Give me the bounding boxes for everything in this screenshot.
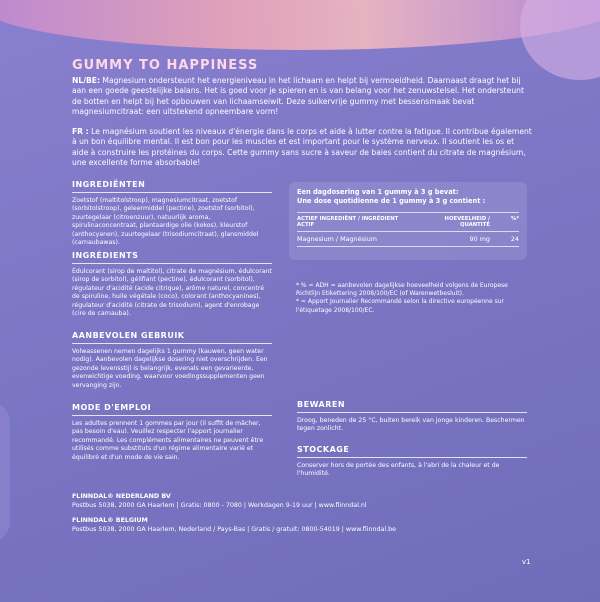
company-name: FLINNDAL® NEDERLAND BV <box>72 493 171 500</box>
nutrition-heading-fr: Une dose quotidienne de 1 gummy à 3 g contient : <box>297 197 486 205</box>
decorative-wave <box>0 0 600 50</box>
company-address: Postbus 5038, 2000 GA Haarlem, Nederland / Pays-Bas | Gratis / gratuit: 0800-54019 | www.flinndal.be <box>72 526 396 533</box>
intro-text-fr: Le magnésium soutient les niveaux d'énergie dans le corps et aide à lutter contre la fatigue. Il contribue également à un bon équilibre mental. Il est bon pour les muscles et est important pour le système nerveux. Il soutient les os et aide à construire les protéines du corps. Cette gummy sans sucre à saveur de baies contient du citrate de magnésium, une excellente forme absorbable! <box>72 127 532 168</box>
lang-label-fr: FR : <box>72 127 89 136</box>
section-title: BEWAREN <box>297 400 527 413</box>
section-title: MODE D'EMPLOI <box>72 403 272 416</box>
col-quantity: HOEVEELHEID / QUANTITÉ <box>444 216 490 228</box>
section-text: Les adultes prennent 1 gommes par jour (il suffit de mâcher, pas besoin d'eau). Veuillez respecter l'apport journalier recommandé. Les compléments alimentaires ne peuvent être utilisés comme substituts d'un régime alimentaire varié et équilibré et d'un mode de vie sain. <box>72 420 264 461</box>
company-name: FLINNDAL® BELGIUM <box>72 517 148 524</box>
section-title: AANBEVOLEN GEBRUIK <box>72 331 272 344</box>
intro-fr <box>72 127 532 169</box>
company-be <box>72 516 532 534</box>
version-label: v1 <box>522 558 531 566</box>
footnote-fr: * = Apport Journalier Recommandé selon la directive européenne sur l'étiquetage 2008/100/EC. <box>296 298 504 314</box>
section-text: Conserver hors de portée des enfants, à l'abri de la chaleur et de l'humidité. <box>297 462 500 478</box>
nutrition-table <box>297 212 519 247</box>
intro-text-nl: Magnesium ondersteunt het energieniveau in het lichaam en helpt bij vermoeidheid. Daarnaast draagt het bij aan een goede geestelijke balans. Het is goed voor je spieren en is van belang voor het zenuwstelsel. Het ondersteunt de botten en helpt bij het opbouwen van lichaamseiwit. Deze suikervrije gummy met bessensmaak bevat magnesiumcitraat: een uitstekend opneembare vorm! <box>72 76 524 117</box>
company-nl <box>72 492 532 510</box>
section-text: Volwassenen nemen dagelijks 1 gummy (kauwen, geen water nodig). Aanbevolen dagelijkse dosering niet overschrijden. Een gezonde levensstijl is belangrijk, evenals een gevarieerde, evenwichtige voeding, waarvoor voedingssupplementen geen vervanging zijn. <box>72 348 268 389</box>
section-bewaren <box>297 400 527 434</box>
nutrition-box <box>289 182 527 260</box>
decorative-shape <box>0 402 10 542</box>
section-ingredients <box>72 251 272 318</box>
col-active-ingredient: ACTIEF INGREDIËNT / INGRÉDIENT ACTIF <box>297 216 399 228</box>
section-gebruik <box>72 331 272 390</box>
footnotes <box>296 282 531 315</box>
row-amount: 90 mg <box>469 235 490 243</box>
section-emploi <box>72 403 272 462</box>
lang-label-nl: NL/BE: <box>72 76 100 85</box>
section-title: STOCKAGE <box>297 445 527 458</box>
row-percent: 24 <box>510 235 519 243</box>
company-address: Postbus 5038, 2000 GA Haarlem | Gratis: 0800 - 7080 | Werkdagen 9-19 uur | www.flinndal.nl <box>72 502 367 509</box>
table-row <box>297 232 519 247</box>
section-stockage <box>297 445 527 479</box>
col-percent: %* <box>510 216 519 222</box>
product-title: GUMMY TO HAPPINESS <box>72 58 259 73</box>
section-title: INGREDIËNTEN <box>72 180 272 193</box>
footnote-nl: * % = ADH = aanbevolen dagelijkse hoeveelheid volgens de Europese Richtlijn Etikettering 2008/100/EC (of Warenwetbesluit). <box>296 282 508 298</box>
section-ingredienten <box>72 180 272 247</box>
nutrition-table-header <box>297 212 519 232</box>
section-text: Édulcorant (sirop de maltitol), citrate de magnésium, édulcorant (sirop de sorbitol), gélifiant (pectine), édulcorant (sorbitol), régulateur d'acidité (acide citrique), arôme naturel, concentré de spiruline, huile végétale (coco), colorant (anthocyanines), régulateur d'acidité (citrate de trisodium), agent d'enrobage (cire de carnauba). <box>72 268 272 318</box>
row-name: Magnesium / Magnésium <box>297 235 377 243</box>
section-text: Droog, beneden de 25 °C, buiten bereik van jonge kinderen. Beschermen tegen zonlicht. <box>297 417 525 433</box>
nutrition-heading-nl: Een dagdosering van 1 gummy à 3 g bevat: <box>297 188 459 196</box>
section-text: Zoetstof (maltitolstroop), magnesiumcitraat, zoetstof (sorbitolstroop), geleermiddel (pectine), zoetstof (sorbitol), zuurtegelaar (citroenzuur), natuurlijk aroma, spirulinaconcentraat, plantaardige olie (kokos), kleurstof (anthocyanen), zuurtegelaar (trisodiumcitraat), glansmiddel (carnaubawas). <box>72 197 259 247</box>
intro-nl <box>72 76 532 118</box>
decorative-circle <box>520 0 600 80</box>
section-title: INGRÉDIENTS <box>72 251 272 264</box>
